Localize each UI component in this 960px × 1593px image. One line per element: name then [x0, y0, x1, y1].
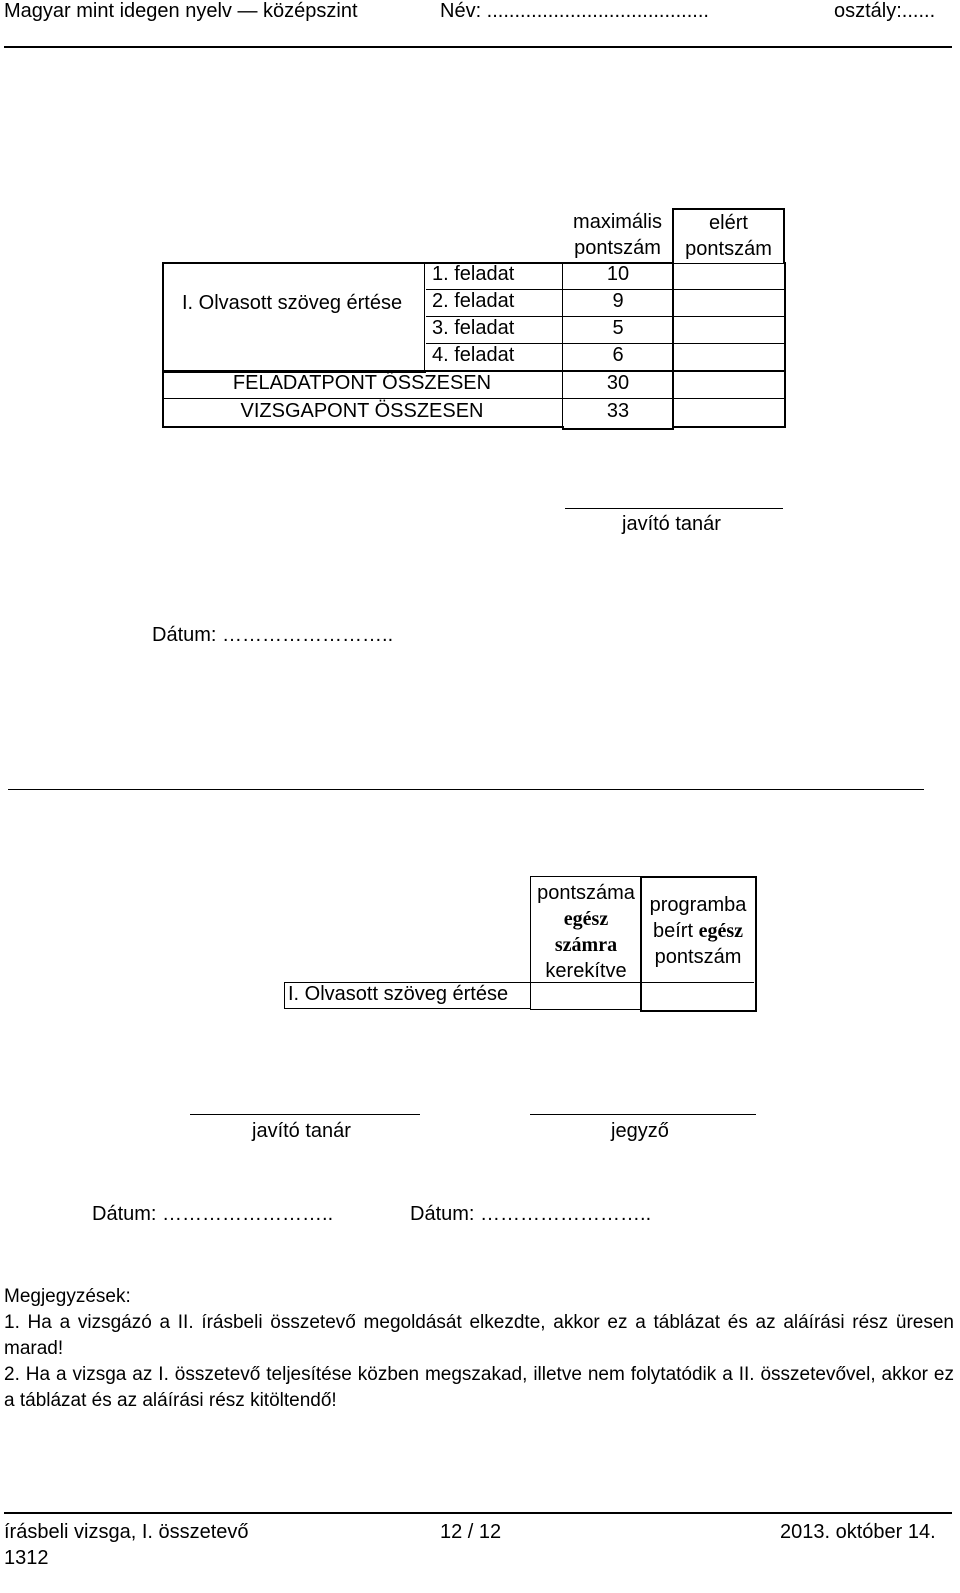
teacher-signature-line-2[interactable] — [190, 1114, 420, 1115]
header-class-field: osztály:...... — [834, 0, 936, 22]
program-header-line2 — [640, 918, 756, 944]
task-1-label: 1. feladat — [432, 263, 515, 285]
rounded-header-line1: pontszáma — [537, 882, 635, 904]
note-item-1: 1. Ha a vizsgázó a II. írásbeli összetevő megoldását elkezdte, akkor ez a táblázat és az aláírási rész üresen marad! — [4, 1312, 954, 1359]
header-divider — [4, 46, 952, 48]
program-header-plain: beírt — [653, 920, 699, 942]
score-table-wrapper — [162, 208, 785, 264]
task-total-label: FELADATPONT ÖSSZESEN — [232, 372, 492, 394]
note-item-2: 2. Ha a vizsga az I. összetevő teljesítése közben megszakad, illetve nem folytatódik a II. összetevővel, akkor ez a táblázat és az aláírási rész kitöltendő! — [4, 1364, 954, 1411]
date-label: Dátum: …………………….. — [152, 624, 394, 646]
header-subject: Magyar mint idegen nyelv — középszint — [4, 0, 358, 22]
footer-code: 1312 — [4, 1547, 49, 1569]
task-4-label: 4. feladat — [432, 344, 515, 366]
achieved-divider — [674, 343, 784, 344]
footer-date: 2013. október 14. — [780, 1521, 936, 1543]
achieved-divider — [674, 316, 784, 317]
rounded-header-line4: kerekítve — [545, 960, 627, 982]
col-max-line1: maximális — [573, 211, 662, 233]
score-table-body — [162, 262, 784, 428]
notes-heading: Megjegyzések: — [4, 1286, 131, 1307]
task-1-max: 10 — [606, 263, 630, 285]
achieved-divider — [674, 289, 784, 290]
exam-total-max: 33 — [606, 400, 630, 422]
program-header-line1: programba — [649, 894, 747, 916]
col-max-line2: pontszám — [574, 237, 661, 259]
rounded-header-bold1: egész — [563, 908, 609, 930]
notary-signature-line[interactable] — [530, 1114, 756, 1115]
rounding-table — [284, 876, 758, 1010]
footer-page-number: 12 / 12 — [440, 1521, 502, 1543]
notary-role-label: jegyző — [611, 1120, 669, 1142]
footer-exam-label: írásbeli vizsga, I. összetevő — [4, 1521, 249, 1543]
exam-total-label: VIZSGAPONT ÖSSZESEN — [240, 400, 484, 422]
rounded-header-bold2: számra — [554, 934, 618, 956]
notes-section — [4, 1284, 954, 1414]
rounded-header — [530, 880, 642, 984]
task-3-label: 3. feladat — [432, 317, 515, 339]
task-3-max: 5 — [612, 317, 624, 339]
col-achieved-line2: pontszám — [685, 238, 772, 260]
teacher-role-label-2: javító tanár — [252, 1120, 351, 1142]
teacher-role-label: javító tanár — [622, 513, 721, 535]
section-cell — [162, 262, 426, 373]
task-2-label: 2. feladat — [432, 290, 515, 312]
program-header — [640, 892, 756, 970]
task-4-max: 6 — [612, 344, 624, 366]
rounding-row-label: I. Olvasott szöveg értése — [288, 983, 509, 1005]
task-2-max: 9 — [612, 290, 624, 312]
notary-date-label: Dátum: …………………….. — [410, 1203, 652, 1225]
teacher-signature-line[interactable] — [565, 508, 783, 509]
footer-divider — [4, 1512, 952, 1514]
section-label: I. Olvasott szöveg értése — [182, 292, 403, 314]
col-achieved-line1: elért — [709, 212, 748, 234]
program-header-bold: egész — [698, 920, 743, 942]
section-divider — [8, 789, 924, 790]
header-name-field: Név: ........................................ — [440, 0, 709, 22]
score-table — [162, 208, 785, 264]
task-total-max: 30 — [606, 372, 630, 394]
program-header-line3: pontszám — [654, 946, 742, 968]
teacher-date-label: Dátum: …………………….. — [92, 1203, 334, 1225]
totals-divider — [162, 398, 784, 399]
